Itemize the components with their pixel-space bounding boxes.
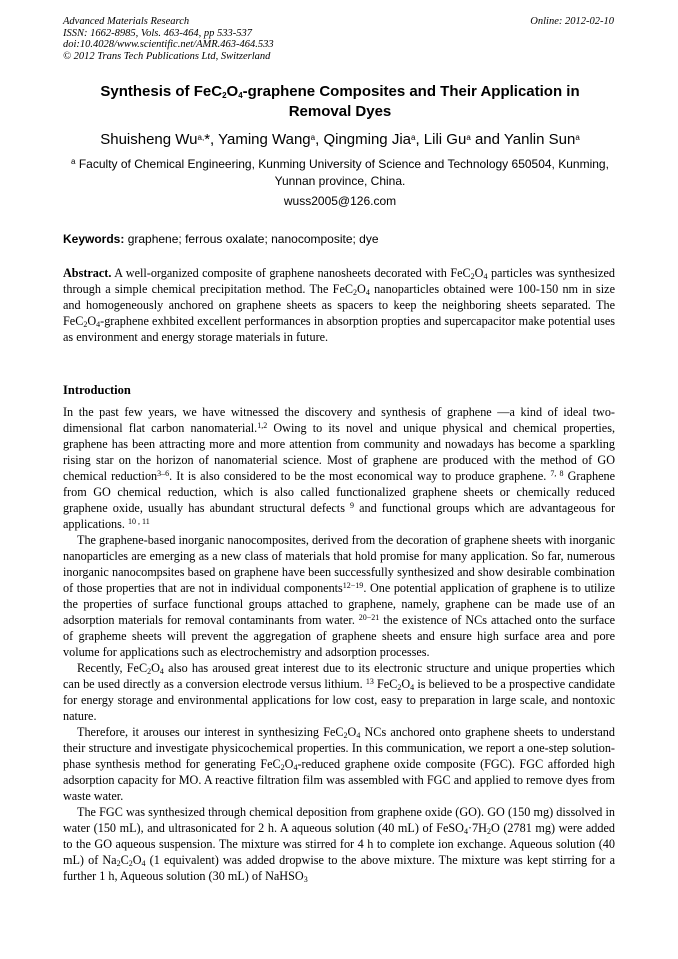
paragraph: Therefore, it arouses our interest in synthesizing $FeC_2O_4$ NCs anchored onto graphene sheets to understand their structure and investigate physicochemical properties. In this communication, we report a one-step solution-phase synthesis method for generating $FeC_2O_4$-reduced graphene oxide composite (FGC). FGC afforded high adsorption capacity for MO. A reactive filtration film was assembled with FGC and applied to remove dyes from waste water. bbox=[63, 725, 615, 803]
keywords: Keywords: graphene; ferrous oxalate; nanocomposite; dye bbox=[63, 232, 379, 246]
abstract: Abstract. A well-organized composite of graphene nanosheets decorated with $FeC_2O_4$ particles was synthesized through a simple chemical precipitation method. The $FeC_2O_4$ nanoparticles obtained were 100-150 nm in size and homogeneously anchored on graphene sheets as spacers to keep the neighboring sheets separated. The $FeC_2O_4$-graphene exhbited excellent performances in absorption propties and supercapacitor make potential uses as environment and energy storage materials in future. bbox=[63, 266, 615, 344]
online-date: Online: 2012-02-10 bbox=[530, 16, 614, 27]
journal-name: Advanced Materials Research bbox=[63, 16, 190, 27]
author: Qingming Jia$^a$, bbox=[323, 131, 424, 148]
paragraph: The graphene-based inorganic nanocomposites, derived from the decoration of graphene sheets with inorganic nanoparticles are emerging as a new class of materials that hold promise for many application. So far, numerous inorganic nanocompsites based on graphene have been successfully synthesized and show desirable combination of those properties that are not in individual components$^{12-19}$. One potential application of graphene is to utilize the properties of surface functional groups attached to graphene, namely, graphene can be made use of an adsorption materials for removal contaminants from water. $^{20-21}$ the existence of NCs attached onto the surface of grapheme sheets will prevent the aggregation of graphene sheets and ensure high surface area and pore volume for applications such as electrochemistry and adsorption processes. bbox=[63, 533, 616, 659]
author: Yaming Wang$^a$, bbox=[218, 131, 324, 148]
section-heading-introduction: Introduction bbox=[63, 383, 131, 397]
author-email: wuss2005@126.com bbox=[283, 194, 397, 208]
doi-line: doi:10.4028/www.scientific.net/AMR.463-464.533 bbox=[63, 39, 274, 50]
author: Lili Gu$^a$ and bbox=[423, 131, 504, 148]
paragraph: The FGC was synthesized through chemical deposition from graphene oxide (GO). GO (150 mg) dissolved in water (150 mL), and ultrasonicated for 2 h. A aqueous solution (40 mL) of $FeSO_4\cdot 7H_2O$ (2781 mg) were added to the GO aqueous suspension. The mixture was stirred for 4 h to complete ion exchange. Aqueous solution (40 mL) of $Na_2C_2O_4$ (1 equivalent) was added dropwise to the above mixture. The mixture was kept stirring for a further 1 h, Aqueous solution (30 mL) of NaHSO$_3$ bbox=[63, 805, 615, 884]
author-list bbox=[40, 130, 640, 150]
copyright-line: © 2012 Trans Tech Publications Ltd, Switzerland bbox=[63, 50, 271, 62]
paper-title: Synthesis of $FeC_2O_4$-graphene Composites and Their Application in Removal Dyes bbox=[100, 83, 580, 120]
affiliation: $^a$ Faculty of Chemical Engineering, Kunming University of Science and Technology 650504, Kunming, Yunnan province, China. bbox=[71, 157, 609, 188]
paragraph: In the past few years, we have witnessed the discovery and synthesis of graphene —a kind of ideal two-dimensional flat carbon nanomaterial.$^{1,2}$ Owing to its novel and unique physical and chemical properties, graphene has been attracting more and more attention from community and nowadays has become a sparkling rising star on the horizon of nanomaterial science. Most of graphene are produced with the method of GO chemical reduction$^{3-6}$. It is also considered to be the most economical way to produce graphene. $^{7, 8}$ Graphene from GO chemical reduction, which is also called functionalized graphene sheets or chemically reduced graphene oxide, usually has abundant structural defects $^9$ and functional groups which are advantageous for applications. $^{10 , 11}$ bbox=[63, 405, 616, 531]
introduction-body bbox=[63, 404, 615, 884]
journal-header bbox=[63, 16, 274, 62]
issn-line: ISSN: 1662-8985, Vols. 463-464, pp 533-537 bbox=[63, 27, 252, 39]
keywords-label: Keywords: bbox=[63, 232, 125, 246]
paragraph: Recently, $FeC_2O_4$ also has aroused great interest due to its electronic structure and unique properties which can be used directly as a conversion electrode versus lithium. $^{13}$ $FeC_2O_4$ is believed to be a prospective candidate for energy storage and environmental applications for low cost, easy to preparation in large scale, and nontoxic nature. bbox=[63, 661, 616, 723]
author: Yanlin Sun$^a$ bbox=[503, 131, 580, 148]
author: Shuisheng $Wu^{a,}*$, bbox=[100, 131, 219, 148]
abstract-label: Abstract. bbox=[63, 266, 112, 280]
